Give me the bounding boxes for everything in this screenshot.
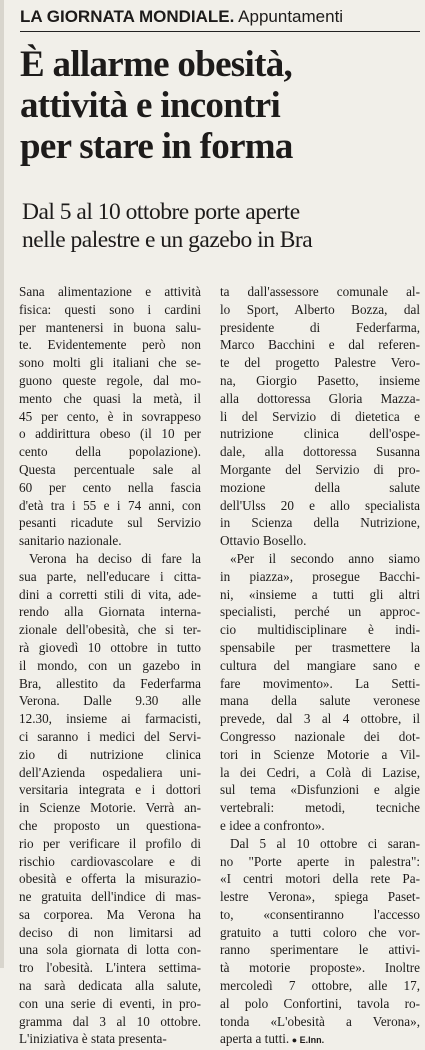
article-line: ne gratuita dell'indice di mas- xyxy=(19,889,201,905)
article-line: rendo alla Giornata interna- xyxy=(19,604,201,620)
article-line: Sana alimentazione e attività xyxy=(19,284,201,299)
article-line: Dal 5 al 10 ottobre ci saran- xyxy=(230,835,420,851)
article-line: Marco Bacchini e dal referen- xyxy=(220,337,420,353)
article-line: deciso di non limitarsi ad xyxy=(19,924,201,940)
article-line: e idee a confronto». xyxy=(220,817,325,833)
article-line: no "Porte aperte in palestra": xyxy=(220,853,420,869)
article-line: rio per verificare il profilo di xyxy=(19,835,201,851)
article-line: tori in Scienze Motorie a Vil- xyxy=(220,746,420,762)
article-line: sua parte, nell'educare i citta- xyxy=(19,568,201,584)
article-line: Questa percentuale sale al xyxy=(19,461,201,477)
article-line: una sola giornata di lotta con- xyxy=(19,942,201,958)
article-line: alla dottoressa Gloria Mazza- xyxy=(220,390,420,406)
author-signature: ● E.Inn. xyxy=(289,1035,325,1046)
category-label: Appuntamenti xyxy=(238,7,344,26)
article-column-2 xyxy=(220,283,420,1050)
article-line: zionale dell'obesità, che si ter- xyxy=(19,622,201,638)
article-line: te. Evidentemente però non xyxy=(19,337,201,353)
article-line: vertebrali: metodi, tecniche xyxy=(220,800,420,816)
article-line: lestre Verona», spiega Paset- xyxy=(220,889,420,905)
article-line: in piazza», prosegue Bacchi- xyxy=(220,568,420,584)
article-line: in Scienza della Nutrizione, xyxy=(220,515,420,531)
article-line: cento della popolazione). xyxy=(19,444,201,460)
article-line: aperta a tutti. ● E.Inn. xyxy=(220,1031,325,1047)
article-line: na, Giorgio Pasetto, insieme xyxy=(220,372,420,388)
article-line: sono molti gli italiani che se- xyxy=(19,355,201,371)
article-line: dale, alla dottoressa Susanna xyxy=(220,444,420,460)
article-line: Bra, allestito da Federfarma xyxy=(19,675,201,691)
article-line: mana della salute veronese xyxy=(220,693,420,709)
article-line: ta dall'assessore comunale al- xyxy=(220,284,420,299)
article-line: to, «consentiranno l'accesso xyxy=(220,906,420,922)
article-line: con una serie di eventi, in pro- xyxy=(19,995,201,1011)
article-line: sanitario nazionale. xyxy=(19,533,122,549)
article-line: zio di nutrizione clinica xyxy=(19,746,201,762)
article-line: ci saranno i medici del Servi- xyxy=(19,728,201,744)
article-line: nutrizione clinica dell'ospe- xyxy=(220,426,420,442)
article-line: tà motorie proposte». Inoltre xyxy=(220,960,420,976)
subhead-line: Dal 5 al 10 ottobre porte aperte xyxy=(22,199,300,225)
article-line: gratuito a tutti coloro che vor- xyxy=(220,924,420,940)
article-line: cultura del mangiare sano e xyxy=(220,657,420,673)
article-line: L'iniziativa è stata presenta- xyxy=(19,1031,167,1047)
subhead-line: nelle palestre e un gazebo in Bra xyxy=(22,227,313,253)
article-line: gramma dal 3 al 10 ottobre. xyxy=(19,1013,201,1029)
headline xyxy=(20,44,420,167)
article-line: 12.30, insieme ai farmacisti, xyxy=(19,711,201,727)
article-line: specialisti, perché un approc- xyxy=(220,604,420,620)
article-line: prevede, dal 3 al 4 ottobre, il xyxy=(220,711,420,727)
subheadline xyxy=(22,198,420,254)
article-line: presidente di Federfarma, xyxy=(220,319,420,335)
article-line: o addirittura obeso (il 10 per xyxy=(19,426,201,442)
kicker xyxy=(20,6,420,28)
article-line: 60 per cento nella fascia xyxy=(19,479,201,495)
article-line: rischio cardiovascolare e di xyxy=(19,853,201,869)
article-line: li del Servizio di dietetica e xyxy=(220,408,420,424)
article-line: la dei Cedri, a Colà di Lazise, xyxy=(220,764,420,780)
article-line: dini a corretti stili di vita, ade- xyxy=(19,586,201,602)
article-line: che proposto un questiona- xyxy=(19,817,201,833)
article-line: Morgante del Servizio di pro- xyxy=(220,461,420,477)
article-line: «Per il secondo anno siamo xyxy=(230,550,420,566)
article-line: 45 per cento, è in sovrappeso xyxy=(19,408,201,424)
article-line: ni, «insieme a tutti gli altri xyxy=(220,586,420,602)
article-line: ranno sperimentare le attivi- xyxy=(220,942,420,958)
article-line: mento che quasi la metà, il xyxy=(19,390,201,406)
article-line: guono queste regole, dal mo- xyxy=(19,372,201,388)
article-line: fisica: questi sono i cardini xyxy=(19,301,201,317)
page-edge xyxy=(0,0,4,968)
article-line: versitaria integrata e i dottori xyxy=(19,782,201,798)
article-line: na sarà dedicata alla salute, xyxy=(19,978,201,994)
article-line: dell'Azienda ospedaliera uni- xyxy=(19,764,201,780)
article-line: pesanti ricadute sul Servizio xyxy=(19,515,201,531)
article-line: tro l'obesità. L'intera settima- xyxy=(19,960,201,976)
article-line: mercoledì 7 ottobre, alle 17, xyxy=(220,978,420,994)
article-line: per mantenersi in buona salu- xyxy=(19,319,201,335)
article-line: dell'Ulss 20 e allo specialista xyxy=(220,497,420,513)
kicker-rule xyxy=(20,31,420,32)
headline-line: È allarme obesità, xyxy=(20,44,293,85)
article-line: Verona ha deciso di fare la xyxy=(29,550,201,566)
article-line: sa corporea. Ma Verona ha xyxy=(19,906,201,922)
article-line: Verona. Dalle 9.30 alle xyxy=(19,693,201,709)
article-line: te del progetto Palestre Vero- xyxy=(220,355,420,371)
article-line: in Scienze Motorie. Verrà an- xyxy=(19,800,201,816)
article-column-1 xyxy=(19,283,201,1048)
article-line: il mondo, con un gazebo in xyxy=(19,657,201,673)
article-line: Congresso nazionale dei dot- xyxy=(220,728,420,744)
article-line: rà giovedì 10 ottobre in tutto xyxy=(19,639,201,655)
article-line: fare movimento». La Setti- xyxy=(220,675,420,691)
article-line: obesità e offerta la misurazio- xyxy=(19,871,201,887)
article-line: d'età tra i 55 e i 74 anni, con xyxy=(19,497,201,513)
headline-line: per stare in forma xyxy=(20,126,293,167)
article-line: spensabile per trasmettere la xyxy=(220,639,420,655)
article-line: al polo Confortini, tavola ro- xyxy=(220,995,420,1011)
article-line: lo Sport, Alberto Bozza, dal xyxy=(220,301,420,317)
headline-line: attività e incontri xyxy=(20,85,281,126)
section-label: LA GIORNATA MONDIALE. xyxy=(20,7,235,26)
article-line: sul tema «Disfunzioni e algie xyxy=(220,782,420,798)
article-line: tonda «L'obesità a Verona», xyxy=(220,1013,420,1029)
article-line: Ottavio Bosello. xyxy=(220,533,307,549)
article-line: «I centri motori della rete Pa- xyxy=(220,871,420,887)
article-line: mozione della salute xyxy=(220,479,420,495)
article-line: cio multidisciplinare è indi- xyxy=(220,622,420,638)
